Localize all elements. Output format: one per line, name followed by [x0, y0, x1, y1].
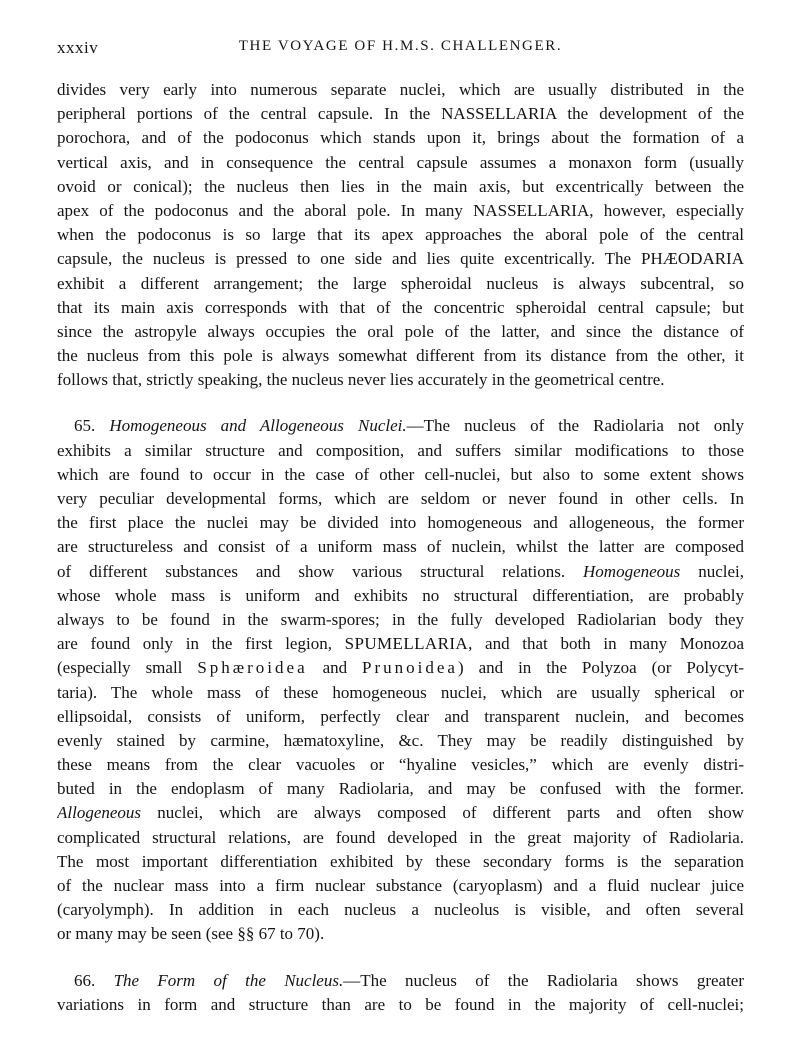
- text-line: buted in the endoplasm of many Radiolaria, and may be confused with the former.: [57, 779, 744, 799]
- text-run: (especially small: [57, 658, 183, 678]
- text-line: which are found to occur in the case of other cell-nuclei, but also to some extent shows: [57, 464, 744, 484]
- text-line-mixed: [57, 656, 744, 680]
- text-line: variations in form and structure than are to be found in the majority of cell-nuclei;: [57, 994, 744, 1014]
- text-line: exhibits a similar structure and composition, and suffers similar modifications to those: [57, 440, 744, 460]
- text-run: are found only in the first legion,: [57, 634, 332, 654]
- text-line: taria). The whole mass of these homogeneous nuclei, which are usually spherical or: [57, 682, 744, 702]
- text-line: the first place the nuclei may be divided into homogeneous and allogeneous, the former: [57, 513, 744, 533]
- text-line: divides very early into numerous separate nuclei, which are usually distributed in the: [57, 80, 744, 99]
- text-line: evenly stained by carmine, hæmatoxyline, &c. They may be readily distinguished by: [57, 730, 744, 750]
- text-line: always to be found in the swarm-spores; in the fully developed Radiolarian body they: [57, 609, 744, 629]
- section-number: 65.: [74, 416, 96, 436]
- text-line: complicated structural relations, are found developed in the great majority of Radiolaria.: [57, 827, 744, 847]
- text-line: these means from the clear vacuoles or “hyaline vesicles,” which are evenly distri-: [57, 755, 744, 775]
- text-run: —The nucleus of the Radiolaria not only: [406, 416, 744, 436]
- text-run: , and that both in many Monozoa: [468, 634, 744, 654]
- text-line: whose whole mass is uniform and exhibits no structural differentiation, are probably: [57, 585, 744, 605]
- text-run: of different substances and show various structural relations.: [57, 561, 566, 581]
- italic-term: Allogeneous: [57, 803, 142, 823]
- section-heading-line: [57, 414, 744, 438]
- text-line: or many may be seen (see §§ 67 to 70).: [57, 924, 325, 944]
- text-run: nuclei, which are always composed of different parts and often show: [141, 803, 744, 823]
- text-line: (caryolymph). In addition in each nucleus a nucleolus is visible, and often several: [57, 900, 744, 920]
- text-line: exhibit a different arrangement; the large spheroidal nucleus is always subcentral, so: [57, 273, 744, 293]
- italic-term: Homogeneous: [583, 561, 681, 581]
- text-line: very peculiar developmental forms, which are seldom or never found in other cells. In: [57, 489, 744, 508]
- text-line: follows that, strictly speaking, the nucleus never lies accurately in the geometrical centre.: [57, 370, 665, 390]
- section-66: [57, 969, 744, 1017]
- section-heading-line: [57, 969, 744, 993]
- text-run: ) and in the Polyzoa (or Polycyt-: [457, 658, 744, 678]
- section-65: [57, 414, 744, 946]
- text-line: vertical axis, and in consequence the central capsule assumes a monaxon form (usually: [57, 152, 744, 172]
- text-line: that its main axis corresponds with that of the concentric spheroidal central capsule; but: [57, 297, 744, 317]
- text-line: of the nuclear mass into a firm nuclear substance (caryoplasm) and a fluid nuclear juice: [57, 876, 744, 895]
- text-line: are structureless and consist of a uniform mass of nuclein, whilst the latter are composed: [57, 537, 744, 557]
- text-line-mixed: [57, 560, 744, 584]
- text-line-mixed: [57, 801, 744, 825]
- text-line: ovoid or conical); the nucleus then lies in the main axis, but excentrically between the: [57, 176, 744, 196]
- section-number: 66.: [74, 970, 96, 990]
- text-line: ellipsoidal, consists of uniform, perfectly clear and transparent nuclein, and becomes: [57, 706, 744, 726]
- spaced-term: Prunoidea: [362, 658, 458, 678]
- text-line: the nucleus from this pole is always somewhat different from its distance from the other, it: [57, 346, 744, 366]
- section-heading: Homogeneous and Allogeneous Nuclei.: [109, 416, 407, 436]
- text-line: porochora, and of the podoconus which stands upon it, brings about the formation of a: [57, 128, 744, 148]
- text-run: and: [322, 658, 348, 678]
- section-heading: The Form of the Nucleus.: [113, 970, 344, 990]
- spaced-term: Sphæroidea: [197, 658, 308, 678]
- text-line: The most important differentiation exhibited by these secondary forms is the separation: [57, 851, 744, 871]
- running-title: THE VOYAGE OF H.M.S. CHALLENGER.: [238, 38, 563, 54]
- text-run: —The nucleus of the Radiolaria shows greater: [343, 970, 744, 990]
- text-line-mixed: [57, 632, 744, 656]
- text-line: capsule, the nucleus is pressed to one side and lies quite excentrically. The PHÆODARIA: [57, 249, 744, 269]
- small-caps-term: SPUMELLARIA: [344, 634, 469, 654]
- page-number: xxxiv: [57, 38, 99, 57]
- text-line: peripheral portions of the central capsule. In the NASSELLARIA the development of the: [57, 104, 744, 124]
- text-line: when the podoconus is so large that its apex approaches the aboral pole of the central: [57, 225, 744, 245]
- text-line: apex of the podoconus and the aboral pole. In many NASSELLARIA, however, especially: [57, 200, 744, 220]
- page-header: [57, 38, 744, 64]
- text-run: nuclei,: [680, 561, 744, 581]
- text-line: since the astropyle always occupies the oral pole of the latter, and since the distance of: [57, 321, 744, 341]
- paragraph-continued: [57, 78, 744, 392]
